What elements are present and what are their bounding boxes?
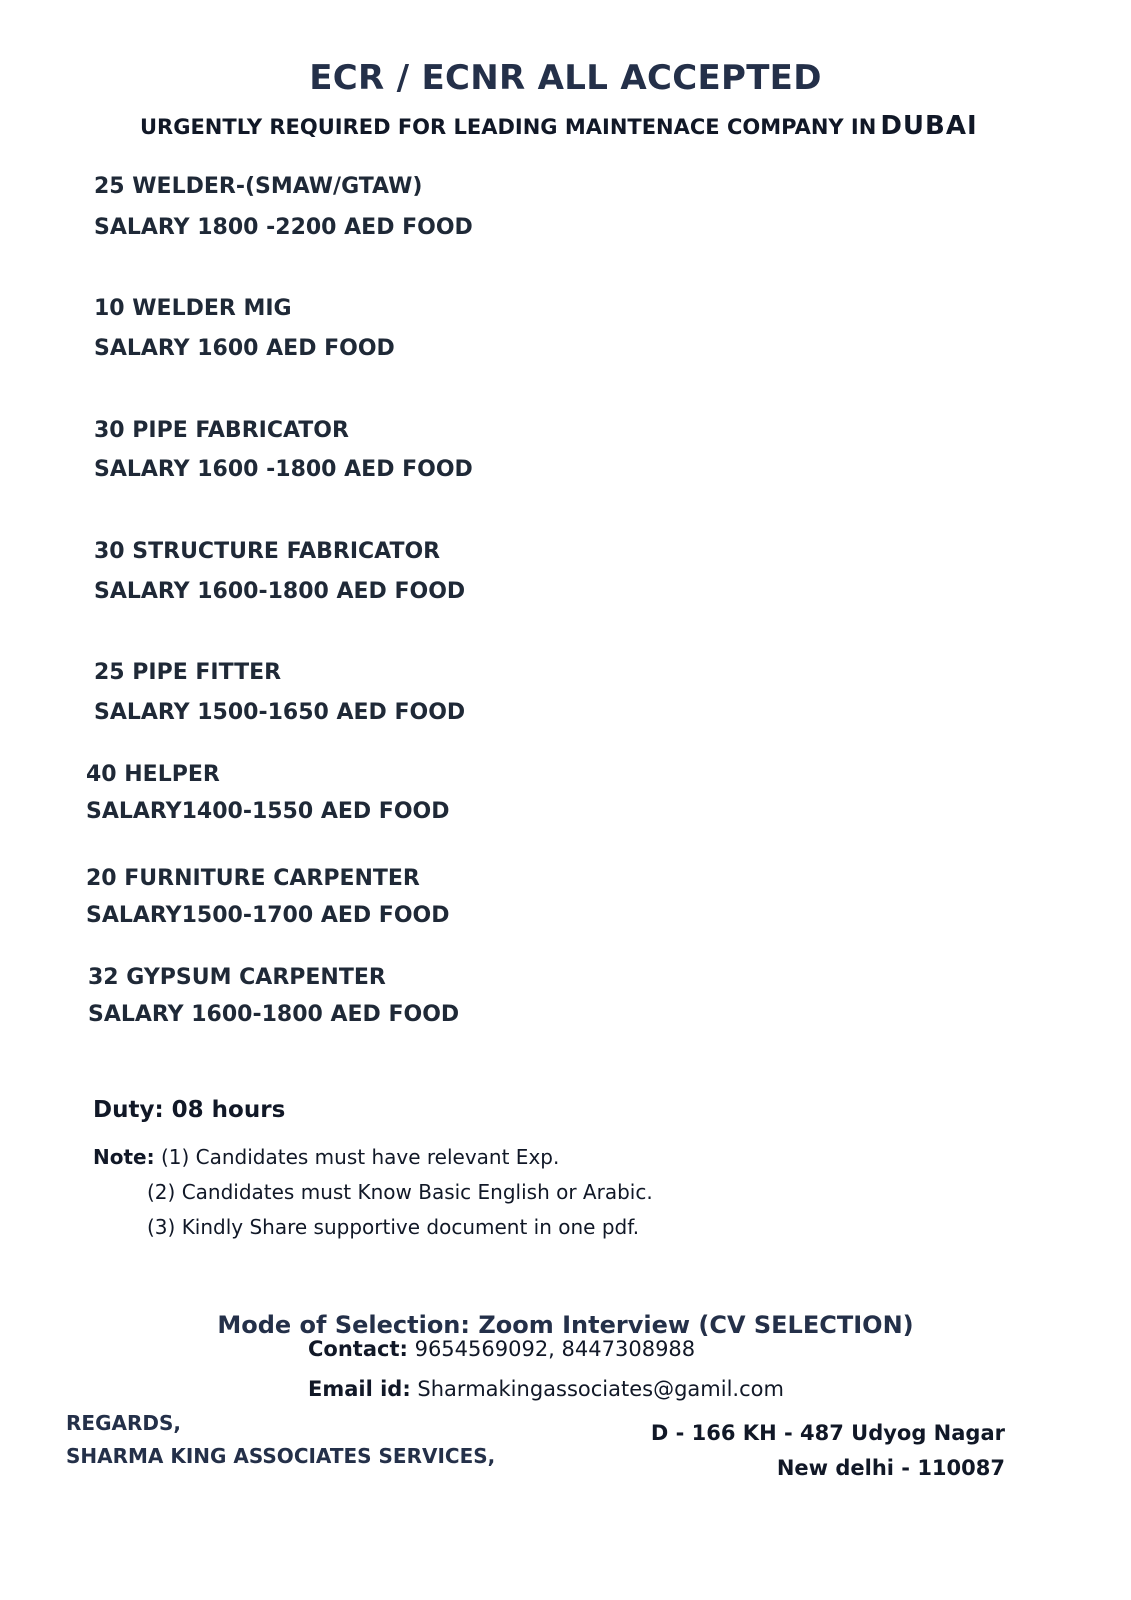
job-title: 30 PIPE FABRICATOR — [94, 418, 349, 443]
subtitle-city: DUBAI — [880, 111, 978, 141]
selection-mode: Mode of Selection: Zoom Interview (CV SELECTION) — [217, 1311, 914, 1339]
job-title: 25 WELDER-(SMAW/GTAW) — [94, 174, 423, 199]
job-title: 20 FURNITURE CARPENTER — [86, 866, 420, 891]
job-title: 30 STRUCTURE FABRICATOR — [94, 539, 441, 564]
note-label: Note: — [93, 1145, 155, 1169]
contact-phones: 9654569092, 8447308988 — [414, 1337, 696, 1361]
note-item: (3) Kindly Share supportive document in one pdf. — [147, 1215, 640, 1239]
job-salary: SALARY1400-1550 AED FOOD — [86, 799, 450, 824]
duty-hours: Duty: 08 hours — [93, 1097, 286, 1123]
regards-text: REGARDS, — [66, 1411, 181, 1435]
address-line-1: D - 166 KH - 487 Udyog Nagar — [650, 1421, 1005, 1445]
job-salary: SALARY 1600-1800 AED FOOD — [88, 1002, 460, 1027]
contact-email — [308, 1377, 784, 1401]
job-title: 25 PIPE FITTER — [94, 660, 282, 685]
email-label: Email id: — [308, 1377, 411, 1401]
subtitle-text: URGENTLY REQUIRED FOR LEADING MAINTENACE COMPANY IN — [140, 115, 877, 139]
company-name: SHARMA KING ASSOCIATES SERVICES, — [66, 1444, 496, 1468]
job-salary: SALARY1500-1700 AED FOOD — [86, 903, 450, 928]
job-salary: SALARY 1800 -2200 AED FOOD — [94, 215, 473, 240]
note-line-1 — [93, 1145, 559, 1169]
job-title: 32 GYPSUM CARPENTER — [88, 965, 386, 990]
contact-label: Contact: — [308, 1337, 408, 1361]
contact-phone — [308, 1337, 695, 1361]
job-title: 40 HELPER — [86, 762, 220, 787]
page-subtitle — [140, 111, 978, 141]
job-salary: SALARY 1600 AED FOOD — [94, 336, 395, 361]
job-salary: SALARY 1600-1800 AED FOOD — [94, 579, 466, 604]
email-address: Sharmakingassociates@gamil.com — [417, 1377, 784, 1401]
note-item: (2) Candidates must Know Basic English or Arabic. — [147, 1180, 653, 1204]
job-salary: SALARY 1500-1650 AED FOOD — [94, 700, 466, 725]
job-salary: SALARY 1600 -1800 AED FOOD — [94, 457, 473, 482]
page-title: ECR / ECNR ALL ACCEPTED — [309, 58, 822, 98]
address-line-2: New delhi - 110087 — [776, 1456, 1005, 1480]
job-title: 10 WELDER MIG — [94, 296, 292, 321]
note-item: (1) Candidates must have relevant Exp. — [160, 1145, 560, 1169]
